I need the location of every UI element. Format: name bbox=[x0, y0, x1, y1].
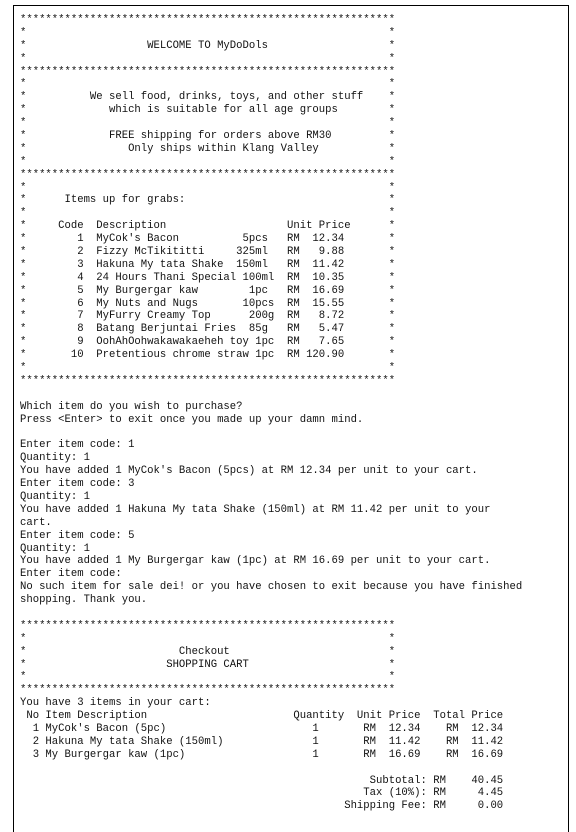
console-line: * which is suitable for all age groups * bbox=[20, 104, 396, 117]
console-line: No Item Description Quantity Unit Price Total Price bbox=[20, 710, 504, 723]
console-line: * 1 MyCok's Bacon 5pcs RM 12.34 * bbox=[20, 233, 396, 246]
console-line: Press <Enter> to exit once you made up your damn mind. bbox=[20, 413, 364, 426]
console-line: Quantity: 1 bbox=[20, 542, 90, 555]
console-line: * 8 Batang Berjuntai Fries 85g RM 5.47 * bbox=[20, 323, 396, 336]
console-line: * * bbox=[20, 52, 396, 65]
console-line: *********************************************************** bbox=[20, 684, 396, 697]
console-line: * 9 OohAhOohwakawakaeheh toy 1pc RM 7.65 * bbox=[20, 336, 396, 349]
console-line: *********************************************************** bbox=[20, 65, 396, 78]
console-line: * * bbox=[20, 155, 396, 168]
console-line: * FREE shipping for orders above RM30 * bbox=[20, 130, 396, 143]
console-line: Shipping Fee: RM 0.00 bbox=[20, 800, 504, 813]
console-line: *********************************************************** bbox=[20, 619, 396, 632]
console-line: * 7 MyFurry Creamy Top 200g RM 8.72 * bbox=[20, 310, 396, 323]
console-window bbox=[13, 5, 569, 832]
console-line: * 2 Fizzy McTikititti 325ml RM 9.88 * bbox=[20, 246, 396, 259]
console-line bbox=[20, 427, 522, 440]
console-line: You have 3 items in your cart: bbox=[20, 697, 211, 710]
console-line: * 10 Pretentious chrome straw 1pc RM 120.90 * bbox=[20, 349, 396, 362]
console-line: * 5 My Burgergar kaw 1pc RM 16.69 * bbox=[20, 284, 396, 297]
console-line: 3 My Burgergar kaw (1pc) 1 RM 16.69 RM 16.69 bbox=[20, 748, 504, 761]
console-line: *********************************************************** bbox=[20, 168, 396, 181]
console-line: No such item for sale dei! or you have chosen to exit because you have finished bbox=[20, 581, 523, 594]
console-line: Enter item code: 5 bbox=[20, 529, 135, 542]
console-line: * * bbox=[20, 207, 396, 220]
console-line: Enter item code: 3 bbox=[20, 478, 135, 491]
console-line: * * bbox=[20, 181, 396, 194]
console-line: * 4 24 Hours Thani Special 100ml RM 10.35 * bbox=[20, 271, 396, 284]
console-line: * * bbox=[20, 362, 396, 375]
console-line: * * bbox=[20, 117, 396, 130]
console-line: Subtotal: RM 40.45 bbox=[20, 774, 504, 787]
console-line: Enter item code: 1 bbox=[20, 439, 135, 452]
console-line: * Checkout * bbox=[20, 645, 396, 658]
console-line: Enter item code: bbox=[20, 568, 122, 581]
console-output bbox=[20, 14, 522, 813]
console-line: cart. bbox=[20, 516, 52, 529]
console-line: *********************************************************** bbox=[20, 14, 396, 26]
console-line: 1 MyCok's Bacon (5pc) 1 RM 12.34 RM 12.34 bbox=[20, 722, 504, 735]
console-line: * SHOPPING CART * bbox=[20, 658, 396, 671]
console-line: * WELCOME TO MyDoDols * bbox=[20, 39, 396, 52]
console-line: Quantity: 1 bbox=[20, 490, 90, 503]
console-line: You have added 1 MyCok's Bacon (5pcs) at RM 12.34 per unit to your cart. bbox=[20, 465, 478, 478]
console-line: * * bbox=[20, 632, 396, 645]
console-line: * Only ships within Klang Valley * bbox=[20, 142, 396, 155]
console-line: shopping. Thank you. bbox=[20, 594, 148, 607]
console-line: * * bbox=[20, 671, 396, 684]
console-line: Which item do you wish to purchase? bbox=[20, 400, 243, 413]
console-line: You have added 1 My Burgergar kaw (1pc) at RM 16.69 per unit to your cart. bbox=[20, 555, 491, 568]
console-line: You have added 1 Hakuna My tata Shake (150ml) at RM 11.42 per unit to your bbox=[20, 503, 491, 516]
console-line: * 6 My Nuts and Nugs 10pcs RM 15.55 * bbox=[20, 297, 396, 310]
console-line: * * bbox=[20, 26, 396, 39]
console-line bbox=[20, 762, 522, 775]
console-line: * Code Description Unit Price * bbox=[20, 220, 396, 233]
console-line: * Items up for grabs: * bbox=[20, 194, 396, 207]
console-line: * * bbox=[20, 78, 396, 91]
console-line: Tax (10%): RM 4.45 bbox=[20, 787, 504, 800]
console-line: Quantity: 1 bbox=[20, 452, 90, 465]
console-line: * We sell food, drinks, toys, and other stuff * bbox=[20, 91, 396, 104]
console-line bbox=[20, 388, 522, 401]
console-line: *********************************************************** bbox=[20, 374, 396, 387]
console-line: 2 Hakuna My tata Shake (150ml) 1 RM 11.42 RM 11.42 bbox=[20, 735, 504, 748]
console-line bbox=[20, 607, 522, 620]
console-line: * 3 Hakuna My tata Shake 150ml RM 11.42 * bbox=[20, 258, 396, 271]
